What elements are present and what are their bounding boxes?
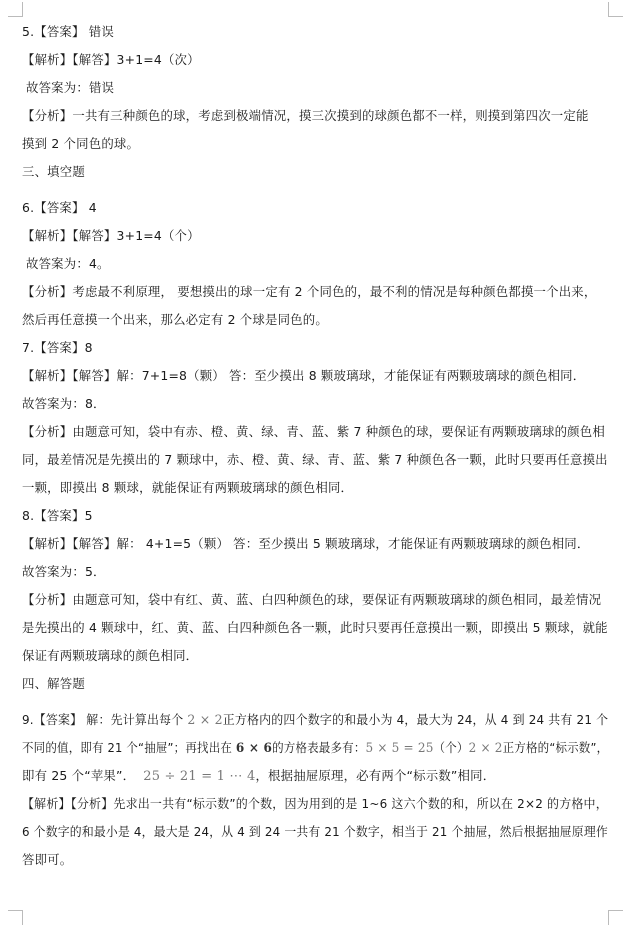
q6-fenxi-line: 【分析】考虑最不利原理， 要想摸出的球一定有 2 个同色的，最不利的情况是每种颜色都摸一个出来， xyxy=(22,284,597,299)
q9-answer-line xyxy=(22,712,608,729)
q7-fenxi-line: 【分析】由题意可知，袋中有赤、橙、黄、绿、青、蓝、紫 7 种颜色的球，要保证有两颗玻璃球的颜色相 xyxy=(22,424,605,439)
q6-answer: 6.【答案】 4 xyxy=(22,200,97,215)
q9-text: ，根据抽屉原理，必有两个“标示数”相同． xyxy=(255,768,496,783)
q7-fenxi-line: 一颗，即摸出 8 颗球，就能保证有两颗玻璃球的颜色相同． xyxy=(22,480,354,495)
q8-fenxi-line: 【分析】由题意可知，袋中有红、黄、蓝、白四种颜色的球，要保证有两颗玻璃球的颜色相同，最差情况 xyxy=(22,592,602,607)
q8-conclusion: 故答案为：5． xyxy=(22,564,106,579)
section-heading: 三、填空题 xyxy=(22,164,85,179)
page-corner-mark xyxy=(8,910,23,925)
q8-fenxi-line: 是先摸出的 4 颗球中，红、黄、蓝、白四种颜色各一颗，此时只要再任意摸出一颗，即摸出 5 颗球，就能 xyxy=(22,620,608,635)
q9-text: 正方格的“标示数”， xyxy=(502,740,609,755)
q6-conclusion: 故答案为：4。 xyxy=(26,256,110,271)
q7-fenxi-line: 同，最差情况是先摸出的 7 颗球中，赤、橙、黄、绿、青、蓝、紫 7 种颜色各一颗，此时只要再任意摸出 xyxy=(22,452,608,467)
q8-answer: 8.【答案】5 xyxy=(22,508,93,523)
q9-text: 即有 25 个“苹果”． xyxy=(22,768,136,783)
q9-text: （个） xyxy=(433,740,469,755)
q5-fenxi-line: 【分析】一共有三种颜色的球，考虑到极端情况，摸三次摸到的球颜色都不一样，则摸到第四次一定能 xyxy=(22,108,589,123)
q9-text: 不同的值，即有 21 个“抽屉”；再找出在 xyxy=(22,740,236,755)
q5-analysis: 【解析】【解答】3+1=4（次） xyxy=(22,52,200,67)
q5-answer: 5.【答案】 错误 xyxy=(22,24,114,39)
q9-answer-line xyxy=(22,768,495,785)
page-corner-mark xyxy=(608,910,623,925)
q9-text: 的方格表最多有： xyxy=(272,740,366,755)
q9-math: 6 × 6 xyxy=(235,741,273,756)
q9-jiexi-line: 6 个数字的和最小是 4，最大是 24，从 4 到 24 一共有 21 个数字，相当于 21 个抽屉，然后根据抽屉原理作 xyxy=(22,824,608,839)
q8-fenxi-line: 保证有两颗玻璃球的颜色相同． xyxy=(22,648,199,663)
q9-math: 5 × 5 = 25 xyxy=(365,741,434,756)
q7-answer: 7.【答案】8 xyxy=(22,340,93,355)
q8-analysis: 【解析】【解答】解： 4+1=5（颗） 答：至少摸出 5 颗玻璃球，才能保证有两颗玻璃球的颜色相同． xyxy=(22,536,590,551)
section-heading: 四、解答题 xyxy=(22,676,85,691)
q9-text: 9.【答案】 解：先计算出每个 xyxy=(22,712,188,727)
q9-math: 25 ÷ 21 = 1 ⋯ 4 xyxy=(143,769,256,784)
page-corner-mark xyxy=(8,2,23,17)
q9-math: 2 × 2 xyxy=(187,713,223,728)
q5-fenxi-line: 摸到 2 个同色的球。 xyxy=(22,136,140,151)
q7-conclusion: 故答案为：8． xyxy=(22,396,106,411)
q9-math: 2 × 2 xyxy=(468,741,503,756)
q5-conclusion: 故答案为：错误 xyxy=(26,80,115,95)
q9-jiexi-line: 答即可。 xyxy=(22,852,73,867)
q9-jiexi-line: 【解析】【分析】先求出一共有“标示数”的个数，因为用到的是 1~6 这六个数的和，所以在 2×2 的方格中， xyxy=(22,796,608,811)
q9-answer-line xyxy=(22,740,608,757)
q9-text: 正方格内的四个数字的和最小为 4，最大为 24，从 4 到 24 共有 21 个 xyxy=(222,712,609,727)
q7-analysis: 【解析】【解答】解：7+1=8（颗） 答：至少摸出 8 颗玻璃球，才能保证有两颗玻璃球的颜色相同． xyxy=(22,368,586,383)
q6-analysis: 【解析】【解答】3+1=4（个） xyxy=(22,228,200,243)
q6-fenxi-line: 然后再任意摸一个出来，那么必定有 2 个球是同色的。 xyxy=(22,312,328,327)
page-corner-mark xyxy=(608,2,623,17)
